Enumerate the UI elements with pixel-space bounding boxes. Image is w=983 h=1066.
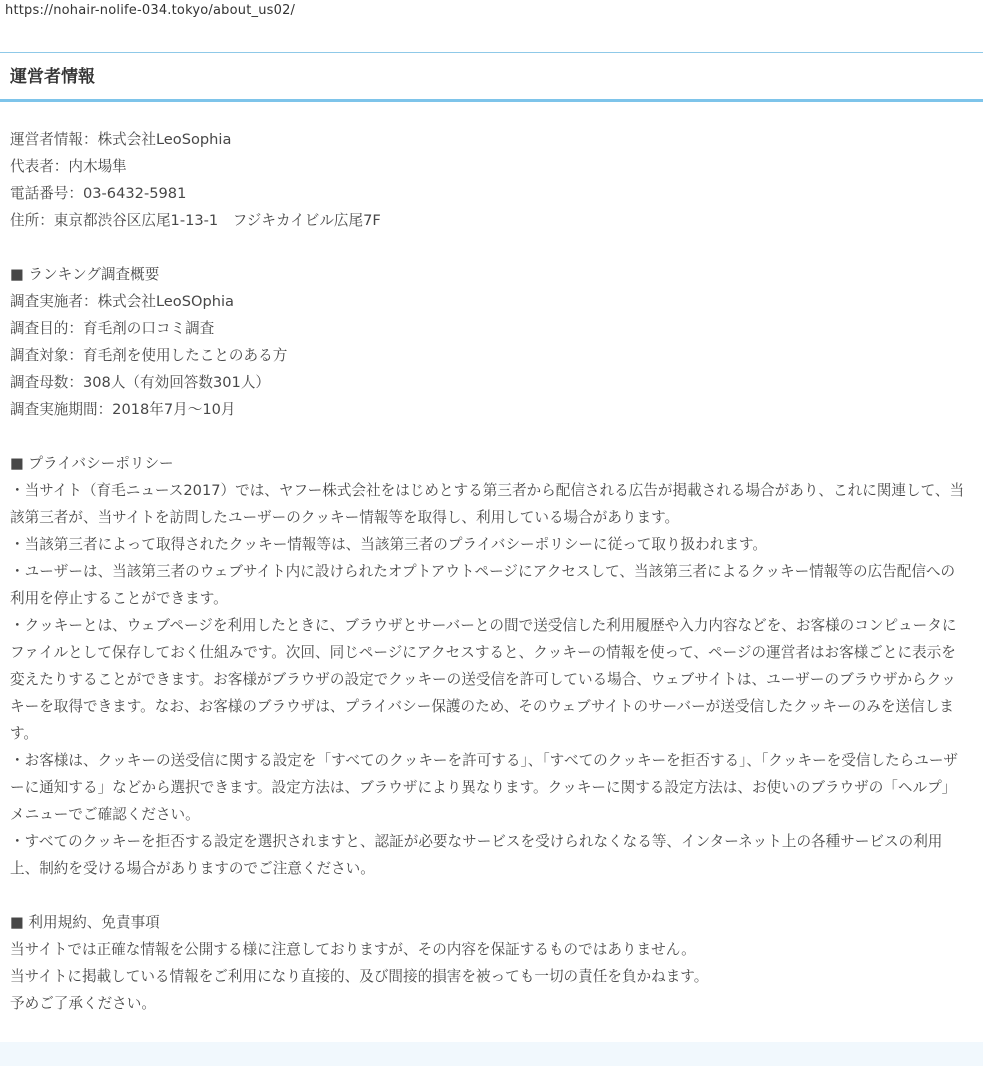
- page-title: 運営者情報: [10, 67, 95, 87]
- terms-line: 当サイトに掲載している情報をご利用になり直接的、及び間接的損害を被っても一切の責任を負かねます。: [10, 968, 709, 985]
- privacy-policy-section: [10, 450, 968, 882]
- main-content: [10, 126, 968, 1017]
- operator-address: 住所：東京都渋谷区広尾1-13-1 フジキカイビル広尾7F: [10, 212, 381, 229]
- operator-info-section: [10, 126, 968, 234]
- privacy-paragraph: ・当サイト（育毛ニュース2017）では、ヤフー株式会社をはじめとする第三者から配信される広告が掲載される場合があり、これに関連して、当該第三者が、当サイトを訪問したユーザーのクッキー情報等を取得し、利用している場合があります。: [10, 482, 965, 526]
- survey-line: 調査母数：308人（有効回答数301人）: [10, 374, 271, 391]
- privacy-paragraph: ・当該第三者によって取得されたクッキー情報等は、当該第三者のプライバシーポリシーに従って取り扱われます。: [10, 536, 767, 553]
- page-header: [0, 52, 983, 102]
- privacy-paragraph: ・ユーザーは、当該第三者のウェブサイト内に設けられたオプトアウトページにアクセスして、当該第三者によるクッキー情報等の広告配信への利用を停止することができます。: [10, 563, 956, 607]
- terms-section: [10, 909, 968, 1017]
- spacer: [10, 423, 968, 450]
- terms-line: 当サイトでは正確な情報を公開する様に注意しておりますが、その内容を保証するものではありません。: [10, 941, 696, 958]
- privacy-paragraph: ・クッキーとは、ウェブページを利用したときに、ブラウザとサーバーとの間で送受信した利用履歴や入力内容などを、お客様のコンピュータにファイルとして保存しておく仕組みです。次回、同じページにアクセスすると、クッキーの情報を使って、ページの運営者はお客様ごとに表示を変えたりすることができます。お客様がブラウザの設定でクッキーの送受信を許可している場合、ウェブサイトは、ユーザーのブラウザからクッキーを取得できます。なお、お客様のブラウザは、プライバシー保護のため、そのウェブサイトのサーバーが送受信したクッキーのみを送信します。: [10, 617, 957, 742]
- ranking-survey-section: [10, 261, 968, 423]
- survey-line: 調査実施期間：2018年7月～10月: [10, 401, 236, 418]
- section-heading: ■ ランキング調査概要: [10, 266, 160, 283]
- privacy-paragraph: ・お客様は、クッキーの送受信に関する設定を「すべてのクッキーを許可する」、「すべてのクッキーを拒否する」、「クッキーを受信したらユーザーに通知する」などから選択できます。設定方法は、ブラウザにより異なります。クッキーに関する設定方法は、お使いのブラウザの「ヘルプ」メニューでご確認ください。: [10, 752, 959, 823]
- operator-company: 運営者情報：株式会社LeoSophia: [10, 131, 232, 148]
- privacy-paragraph: ・すべてのクッキーを拒否する設定を選択されますと、認証が必要なサービスを受けられなくなる等、インターネット上の各種サービスの利用上、制約を受ける場合がありますのでご注意ください。: [10, 833, 943, 877]
- survey-line: 調査対象：育毛剤を使用したことのある方: [10, 347, 288, 364]
- operator-representative: 代表者：内木場隼: [10, 158, 127, 175]
- survey-line: 調査実施者：株式会社LeoSOphia: [10, 293, 234, 310]
- survey-line: 調査目的：育毛剤の口コミ調査: [10, 320, 215, 337]
- spacer: [10, 882, 968, 909]
- page-url: https://nohair-nolife-034.tokyo/about_us02/: [5, 3, 296, 18]
- operator-phone: 電話番号：03-6432-5981: [10, 185, 187, 202]
- section-heading: ■ プライバシーポリシー: [10, 455, 174, 472]
- spacer: [10, 234, 968, 261]
- footer-band: [0, 1042, 983, 1066]
- section-heading: ■ 利用規約、免責事項: [10, 914, 160, 931]
- terms-line: 予めご了承ください。: [10, 995, 156, 1012]
